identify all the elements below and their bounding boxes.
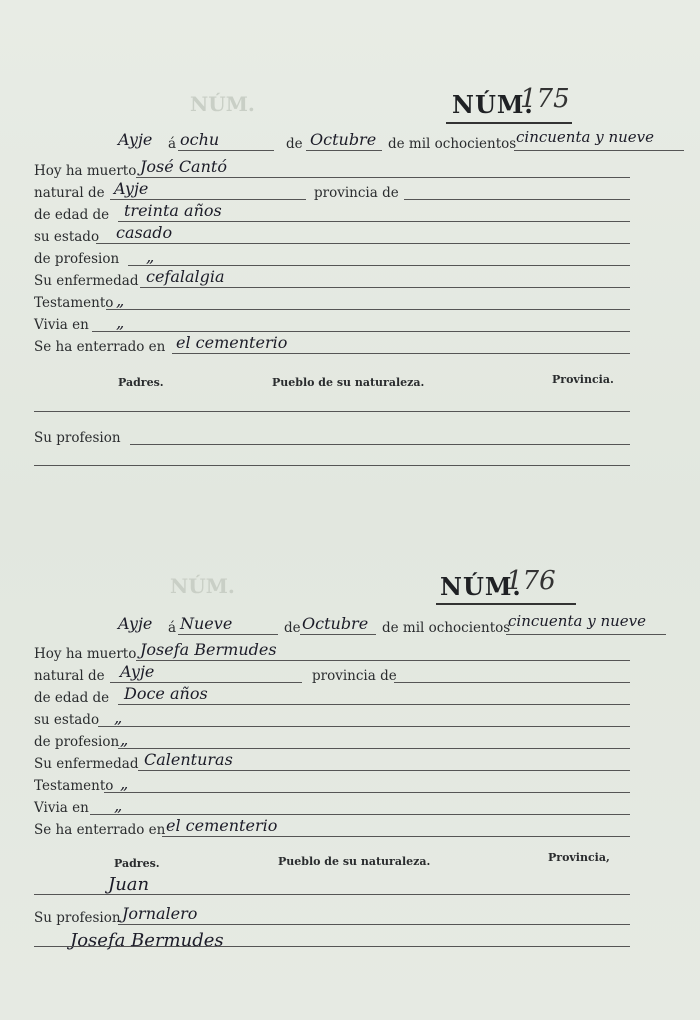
parents-profession-line bbox=[0, 428, 700, 448]
illness-line bbox=[0, 750, 700, 774]
illness-value: Calenturas bbox=[144, 750, 233, 769]
illness-label: Su enfermedad bbox=[34, 756, 139, 772]
parents-header: Padres. bbox=[118, 376, 164, 389]
state-rule bbox=[98, 726, 630, 727]
will-value: „ bbox=[120, 774, 129, 793]
province-header: Provincia. bbox=[552, 373, 614, 386]
parents-profession-label: Su profesion bbox=[34, 430, 121, 446]
state-label: su estado bbox=[34, 712, 100, 728]
profession-rule bbox=[118, 748, 630, 749]
will-line bbox=[0, 293, 700, 313]
age-label: de edad de bbox=[34, 207, 110, 223]
province-label: provincia de bbox=[312, 668, 397, 684]
illness-line bbox=[0, 267, 700, 291]
residence-line bbox=[0, 315, 700, 335]
buried-value: el cementerio bbox=[176, 333, 288, 352]
town-header: Pueblo de su naturaleza. bbox=[272, 376, 425, 389]
age-line bbox=[0, 201, 700, 225]
marital-state-line bbox=[0, 223, 700, 247]
will-rule bbox=[106, 309, 630, 310]
burial-line bbox=[0, 333, 700, 357]
natural-rule bbox=[110, 199, 306, 200]
buried-label: Se ha enterrado en bbox=[34, 822, 166, 838]
mother-line bbox=[0, 932, 700, 952]
month-value: Octubre bbox=[302, 614, 369, 633]
birthplace-line bbox=[0, 662, 700, 686]
natural-value: Ayje bbox=[120, 662, 155, 681]
illness-label: Su enfermedad bbox=[34, 273, 139, 289]
state-label: su estado bbox=[34, 229, 100, 245]
parents-profession-rule bbox=[118, 924, 630, 925]
parents-profession-label: Su profesion bbox=[34, 910, 121, 926]
burial-line bbox=[0, 816, 700, 840]
birthplace-line bbox=[0, 179, 700, 203]
date-line bbox=[0, 612, 700, 638]
parents-rule-1 bbox=[34, 411, 630, 412]
deceased-rule bbox=[136, 177, 630, 178]
will-label: Testamento bbox=[34, 778, 114, 794]
deceased-line bbox=[0, 640, 700, 664]
state-rule bbox=[96, 243, 630, 244]
buried-label: Se ha enterrado en bbox=[34, 339, 166, 355]
province-label: provincia de bbox=[314, 185, 399, 201]
age-rule bbox=[118, 221, 630, 222]
month-prefix-label: de bbox=[284, 620, 301, 636]
parents-profession-rule bbox=[130, 444, 630, 445]
natural-label: natural de bbox=[34, 668, 105, 684]
lived-value: „ bbox=[116, 313, 125, 332]
will-line bbox=[0, 776, 700, 796]
record-number-value: 175 bbox=[520, 84, 570, 114]
lived-label: Vivia en bbox=[34, 800, 89, 816]
age-line bbox=[0, 684, 700, 708]
month-value: Octubre bbox=[310, 130, 377, 149]
lived-value: „ bbox=[114, 796, 123, 815]
father-rule bbox=[34, 894, 630, 895]
death-label: Hoy ha muerto bbox=[34, 163, 137, 179]
age-value: treinta años bbox=[124, 201, 222, 220]
day-rule bbox=[178, 150, 274, 151]
age-label: de edad de bbox=[34, 690, 110, 706]
lived-label: Vivia en bbox=[34, 317, 89, 333]
parents-header: Padres. bbox=[114, 857, 160, 870]
age-value: Doce años bbox=[124, 684, 208, 703]
province-rule bbox=[394, 682, 630, 683]
date-line bbox=[0, 128, 700, 154]
record-number-value: 176 bbox=[506, 566, 556, 596]
parents-profession-line bbox=[0, 904, 700, 928]
will-rule bbox=[104, 792, 630, 793]
death-label: Hoy ha muerto bbox=[34, 646, 137, 662]
town-header: Pueblo de su naturaleza. bbox=[278, 855, 431, 868]
natural-rule bbox=[110, 682, 302, 683]
bleed-through-mark: NÚM. bbox=[170, 574, 235, 598]
year-value: cincuenta y nueve bbox=[508, 612, 646, 630]
illness-rule bbox=[140, 287, 630, 288]
natural-label: natural de bbox=[34, 185, 105, 201]
province-rule bbox=[404, 199, 630, 200]
record-number-label: NÚM. bbox=[440, 572, 522, 601]
record-number-underline bbox=[436, 603, 576, 605]
buried-rule bbox=[162, 836, 630, 837]
father-line bbox=[0, 876, 700, 896]
deceased-name-value: José Cantó bbox=[140, 157, 227, 176]
profession-value: „ bbox=[146, 247, 155, 266]
day-value: Nueve bbox=[180, 614, 233, 633]
record-number-underline bbox=[446, 122, 572, 124]
illness-rule bbox=[138, 770, 630, 771]
age-rule bbox=[118, 704, 630, 705]
mother-value: Josefa Bermudes bbox=[70, 930, 224, 951]
a-label: á bbox=[168, 620, 177, 636]
month-rule bbox=[306, 150, 382, 151]
profession-label: de profesion bbox=[34, 734, 120, 750]
province-header: Provincia, bbox=[548, 851, 610, 864]
natural-value: Ayje bbox=[114, 179, 149, 198]
day-value: ochu bbox=[180, 130, 220, 149]
will-label: Testamento bbox=[34, 295, 114, 311]
mother-rule bbox=[34, 946, 630, 947]
profession-value: „ bbox=[120, 730, 129, 749]
state-value: casado bbox=[116, 223, 173, 242]
profession-label: de profesion bbox=[34, 251, 120, 267]
buried-value: el cementerio bbox=[166, 816, 278, 835]
month-rule bbox=[300, 634, 376, 635]
place-value: Ayje bbox=[118, 130, 153, 149]
day-rule bbox=[178, 634, 278, 635]
illness-value: cefalalgia bbox=[146, 267, 225, 286]
marital-state-line bbox=[0, 710, 700, 730]
record-number-label: NÚM. bbox=[452, 90, 534, 119]
year-prefix-label: de mil ochocientos bbox=[388, 136, 517, 152]
a-label: á bbox=[168, 136, 177, 152]
deceased-name-value: Josefa Bermudes bbox=[140, 640, 277, 659]
residence-line bbox=[0, 798, 700, 818]
month-prefix-label: de bbox=[286, 136, 303, 152]
bleed-through-mark: NÚM. bbox=[190, 92, 255, 116]
deceased-rule bbox=[136, 660, 630, 661]
year-prefix-label: de mil ochocientos bbox=[382, 620, 511, 636]
profession-line bbox=[0, 249, 700, 269]
deceased-line bbox=[0, 157, 700, 181]
will-value: „ bbox=[116, 291, 125, 310]
year-rule bbox=[506, 634, 666, 635]
place-value: Ayje bbox=[118, 614, 153, 633]
father-value: Juan bbox=[108, 874, 150, 895]
parents-profession-value: Jornalero bbox=[122, 904, 198, 923]
year-value: cincuenta y nueve bbox=[516, 128, 654, 146]
profession-rule bbox=[128, 265, 630, 266]
lived-rule bbox=[92, 331, 630, 332]
year-rule bbox=[514, 150, 684, 151]
profession-line bbox=[0, 732, 700, 752]
buried-rule bbox=[172, 353, 630, 354]
state-value: „ bbox=[114, 708, 123, 727]
lived-rule bbox=[90, 814, 630, 815]
parents-rule-2 bbox=[34, 465, 630, 466]
